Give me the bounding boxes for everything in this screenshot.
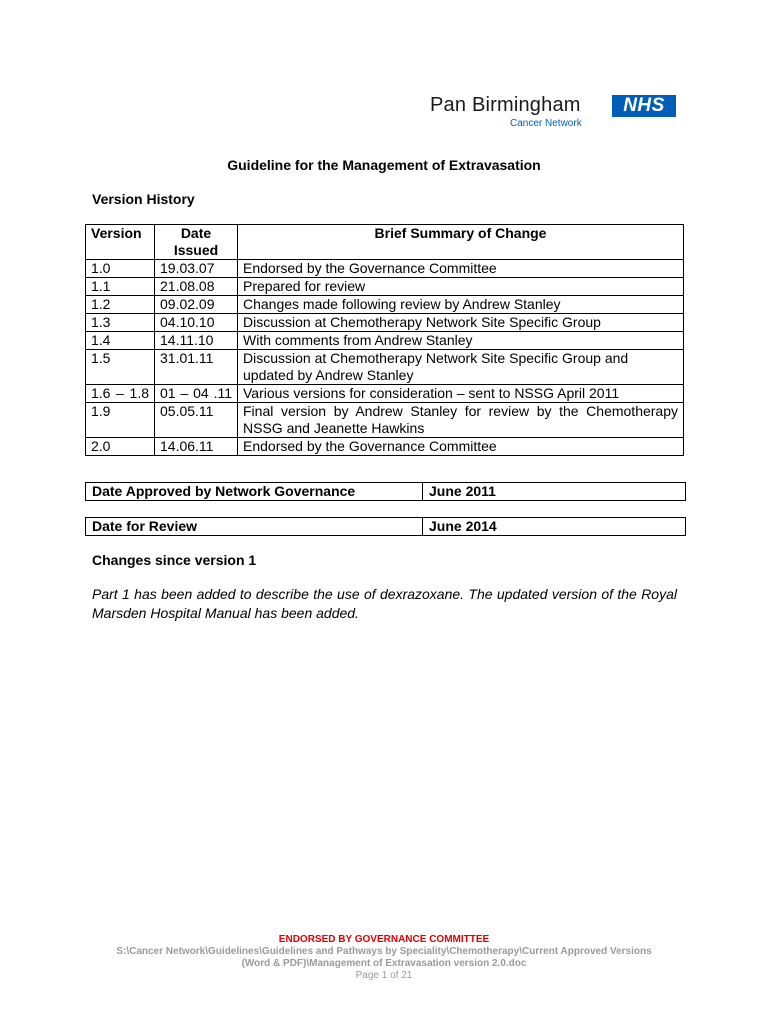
network-logo [430, 94, 680, 134]
logo-subtitle: Cancer Network [510, 118, 582, 129]
footer-path-line-2: (Word & PDF)\Management of Extravasation version 2.0.doc [241, 958, 527, 969]
footer-endorsement: ENDORSED BY GOVERNANCE COMMITTEE [278, 934, 490, 945]
table-header-row [86, 225, 684, 260]
review-date-value: June 2014 [429, 518, 497, 534]
version-history-table [85, 224, 684, 456]
date-cell: 09.02.09 [155, 296, 238, 314]
table-row [86, 278, 684, 296]
date-cell: 14.06.11 [155, 438, 238, 456]
date-cell: 21.08.08 [155, 278, 238, 296]
review-date-label: Date for Review [92, 518, 198, 534]
version-cell: 2.0 [86, 438, 155, 456]
box-divider [422, 518, 423, 535]
page-number: Page 1 of 21 [355, 970, 413, 981]
date-cell: 05.05.11 [155, 403, 238, 438]
version-cell: 1.1 [86, 278, 155, 296]
summary-cell: Endorsed by the Governance Committee [238, 260, 684, 278]
summary-cell: Discussion at Chemotherapy Network Site Specific Group and updated by Andrew Stanley [238, 350, 684, 385]
changes-heading: Changes since version 1 [92, 552, 257, 568]
column-header-version: Version [86, 225, 155, 260]
table-row [86, 260, 684, 278]
date-cell: 04.10.10 [155, 314, 238, 332]
version-cell: 1.4 [86, 332, 155, 350]
version-cell: 1.6 – 1.8 [86, 385, 155, 403]
version-cell: 1.0 [86, 260, 155, 278]
box-divider [422, 483, 423, 500]
summary-cell: Changes made following review by Andrew Stanley [238, 296, 684, 314]
table-row [86, 332, 684, 350]
summary-cell: Endorsed by the Governance Committee [238, 438, 684, 456]
approval-date-value: June 2011 [429, 483, 496, 499]
date-cell: 01 – 04 .11 [155, 385, 238, 403]
version-cell: 1.9 [86, 403, 155, 438]
table-row [86, 350, 684, 385]
table-row [86, 296, 684, 314]
summary-cell: Discussion at Chemotherapy Network Site Specific Group [238, 314, 684, 332]
table-row [86, 385, 684, 403]
summary-cell: Various versions for consideration – sent to NSSG April 2011 [238, 385, 684, 403]
table-row [86, 403, 684, 438]
column-header-summary: Brief Summary of Change [238, 225, 684, 260]
logo-name: Pan Birmingham [430, 94, 581, 116]
table-row [86, 314, 684, 332]
document-title: Guideline for the Management of Extravasation [227, 157, 541, 173]
date-cell: 14.11.10 [155, 332, 238, 350]
date-cell: 19.03.07 [155, 260, 238, 278]
summary-cell: Prepared for review [238, 278, 684, 296]
summary-cell: With comments from Andrew Stanley [238, 332, 684, 350]
changes-paragraph: Part 1 has been added to describe the use of dexrazoxane. The updated version of the Royal Marsden Hospital Manual has been added. [92, 586, 677, 621]
version-history-heading: Version History [92, 191, 195, 207]
approval-date-label: Date Approved by Network Governance [92, 483, 356, 499]
date-cell: 31.01.11 [155, 350, 238, 385]
version-cell: 1.5 [86, 350, 155, 385]
summary-cell: Final version by Andrew Stanley for review by the Chemotherapy NSSG and Jeanette Hawkins [238, 403, 684, 438]
version-cell: 1.3 [86, 314, 155, 332]
version-cell: 1.2 [86, 296, 155, 314]
approval-date-box [85, 482, 686, 501]
nhs-badge: NHS [612, 95, 676, 117]
review-date-box [85, 517, 686, 536]
column-header-date: Date Issued [155, 225, 238, 260]
footer-path-line-1: S:\Cancer Network\Guidelines\Guidelines and Pathways by Speciality\Chemotherapy\Current Approved Versions [116, 946, 652, 957]
table-row [86, 438, 684, 456]
